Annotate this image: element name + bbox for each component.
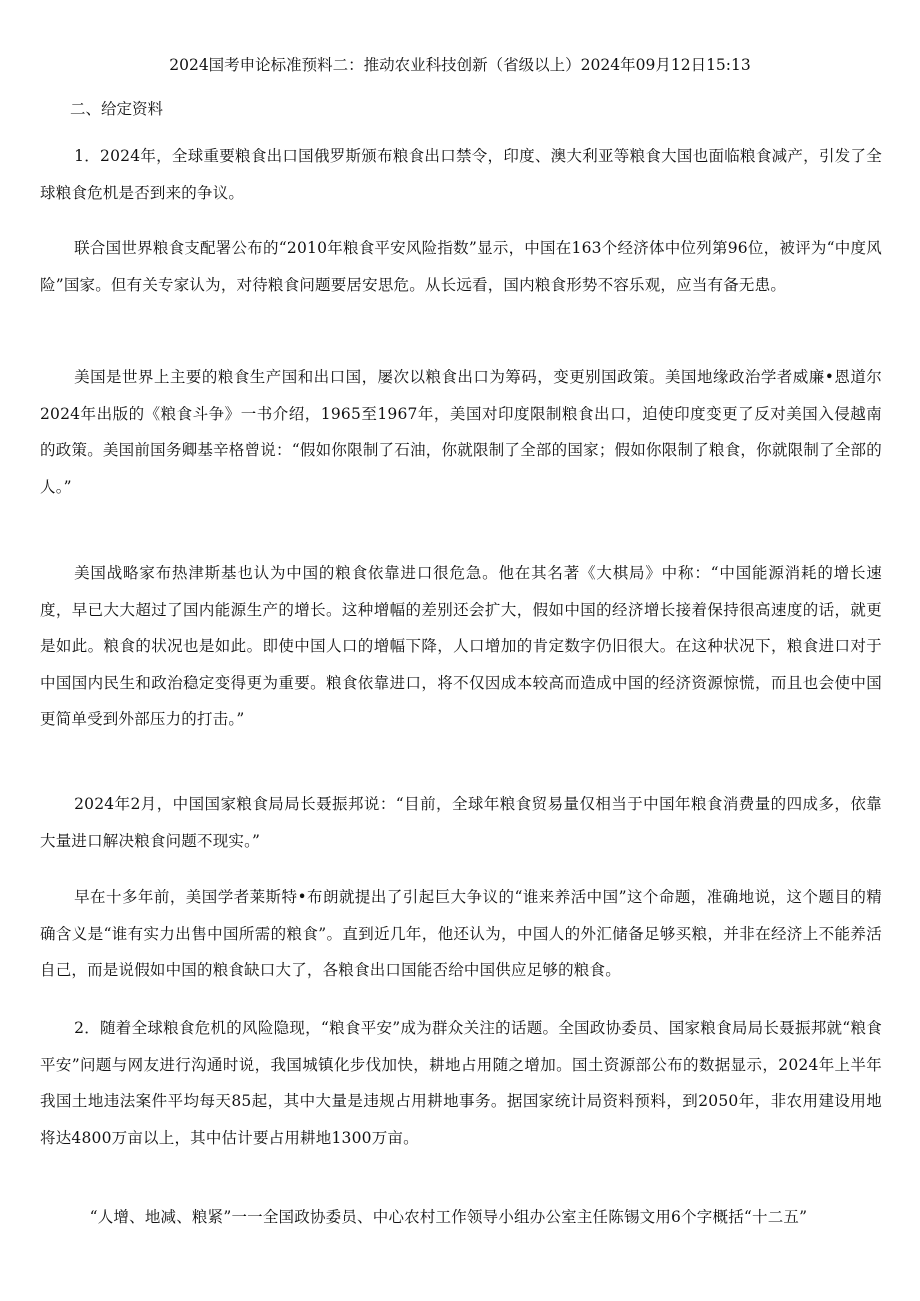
paragraph-1: 1．2024年，全球重要粮食出口国俄罗斯颁布粮食出口禁令，印度、澳大利亚等粮食大国也面临粮食减产，引发了全球粮食危机是否到来的争议。 xyxy=(40,147,882,202)
paragraph-5: 2024年2月，中国国家粮食局局长聂振邦说：“目前，全球年粮食贸易量仅相当于中国年粮食消费量的四成多，依靠大量进口解决粮食问题不现实。” xyxy=(40,795,882,850)
section-heading: 二、给定资料 xyxy=(70,100,164,118)
paragraph-8: “人增、地减、粮紧”一一全国政协委员、中心农村工作领导小组办公室主任陈锡文用6个字概括“十二五” xyxy=(89,1208,808,1226)
paragraph-6: 早在十多年前，美国学者莱斯特•布朗就提出了引起巨大争议的“谁来养活中国”这个命题，准确地说，这个题目的精确含义是“谁有实力出售中国所需的粮食”。直到近几年，他还认为，中国人的外汇储备足够买粮，并非在经济上不能养活自己，而是说假如中国的粮食缺口大了，各粮食出口国能否给中国供应足够的粮食。 xyxy=(40,888,882,979)
paragraph-4: 美国战略家布热津斯基也认为中国的粮食依靠进口很危急。他在其名著《大棋局》中称：“中国能源消耗的增长速度，早已大大超过了国内能源生产的增长。这种增幅的差别还会扩大，假如中国的经济增长接着保持很高速度的话，就更是如此。粮食的状况也是如此。即使中国人口的增幅下降，人口增加的肯定数字仍旧很大。在这种状况下，粮食进口对于中国国内民生和政治稳定变得更为重要。粮食依靠进口，将不仅因成本较高而造成中国的经济资源惊慌，而且也会使中国更简单受到外部压力的打击。” xyxy=(40,564,882,728)
document-title: 2024国考申论标准预料二：推动农业科技创新（省级以上）2024年09月12日15:13 xyxy=(169,56,751,74)
paragraph-3: 美国是世界上主要的粮食生产国和出口国，屡次以粮食出口为筹码，变更别国政策。美国地缘政治学者威廉•恩道尔2024年出版的《粮食斗争》一书介绍，1965至1967年，美国对印度限制粮食出口，迫使印度变更了反对美国入侵越南的政策。美国前国务卿基辛格曾说：“假如你限制了石油，你就限制了全部的国家；假如你限制了粮食，你就限制了全部的人。” xyxy=(40,368,882,496)
paragraph-7: 2．随着全球粮食危机的风险隐现，“粮食平安”成为群众关注的话题。全国政协委员、国家粮食局局长聂振邦就“粮食平安”问题与网友进行沟通时说，我国城镇化步伐加快，耕地占用随之增加。国土资源部公布的数据显示，2024年上半年我国土地违法案件平均每天85起，其中大量是违规占用耕地事务。据国家统计局资料预料，到2050年，非农用建设用地将达4800万亩以上，其中估计要占用耕地1300万亩。 xyxy=(40,1019,882,1147)
paragraph-2: 联合国世界粮食支配署公布的“2010年粮食平安风险指数”显示，中国在163个经济体中位列第96位，被评为“中度风险”国家。但有关专家认为，对待粮食问题要居安思危。从长远看，国内粮食形势不容乐观，应当有备无患。 xyxy=(40,239,882,294)
